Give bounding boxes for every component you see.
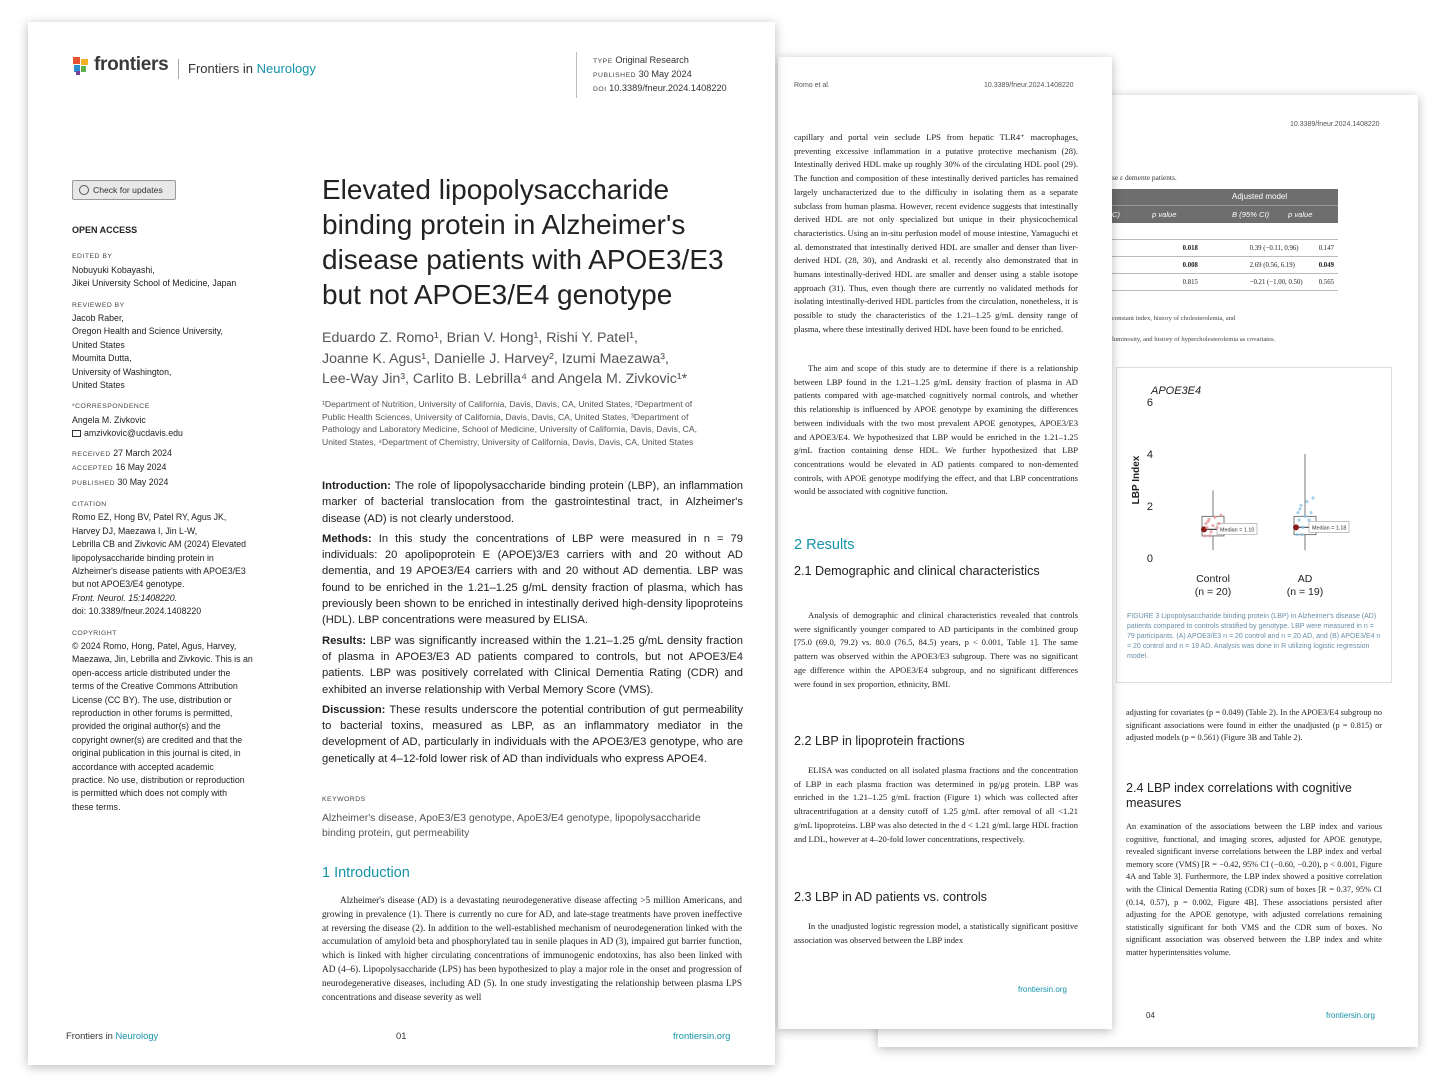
abstract-methods: Methods: In this study the concentrations of LBP were measured in n = 79 individuals: 20 apolipoprotein E (APOE)3/E3 carriers with and 20 without AD dementia, and 19 APOE3/E4 carriers with and 20 without AD dementia. LBP was found to be enriched in the 1.21–1.25 g/mL density fraction of plasma, which has previously been shown to be enriched in intestinally derived high-density lipoproteins (HDL). LBP concentrations were measured by ELISA. xyxy=(322,532,743,627)
author-list xyxy=(322,328,772,390)
article-meta xyxy=(593,54,727,96)
page3-number: 04 xyxy=(1146,1011,1155,1020)
open-access-label: OPEN ACCESS xyxy=(72,225,138,235)
section-2-3-heading: 2.3 LBP in AD patients vs. controls xyxy=(794,890,987,904)
reviewer-line: Jacob Raber, xyxy=(72,313,124,324)
x-category-label: (n = 20) xyxy=(1194,586,1232,598)
refresh-icon xyxy=(79,185,89,195)
table-header-b: B (95% CI) xyxy=(1232,210,1270,219)
page3-para-2-4: An examination of the associations between the LBP index and various cognitive, functional, and imaging scores, adjusted for APOE genotype, revealed significant inverse correlations between the LBP index and verbal memory score (VMS) [R = −0.42, 95% CI (−0.60, −0.20), p < 0.001, Figure 4A and Table 3]. Furthermore, the LBP index showed a positive correlation with the Clinical Dementia Rating (CDR) sum of boxes [R = 0.37, 95% CI (0.14, 0.57), p = 0.002, Figure 4B]. These associations persisted after adjusting for the APOE genotype, with adjusted correlations remaining statistically significant for both VMS and the CDR sum of boxes. No significant association was observed between the LBP index and white matter hyperintensities volume. xyxy=(1126,822,1382,957)
copyright-line: provided the original author(s) and the xyxy=(72,721,221,732)
title-line: binding protein in Alzheimer's xyxy=(322,209,686,240)
reviewer-line: United States xyxy=(72,380,125,391)
abstract-results: Results: LBP was significantly increased within the 1.21–1.25 g/mL density fraction of plasma in APOE3/E3 AD patients compared to controls, but not APOE3/E4 patients. LBP was positively correlated with Clinical Dementia Rating (CDR) and exhibited an inverse relationship with Verbal Memory Score (VMS). xyxy=(322,634,743,696)
table-row: 0.018 0.39 (−0.11, 0.96) 0.147 xyxy=(1112,240,1338,257)
data-point xyxy=(1295,533,1298,536)
check-for-updates-button[interactable] xyxy=(72,180,176,200)
copyright-line: open-access article distributed under the xyxy=(72,667,231,678)
page3-para-1: adjusting for covariates (p = 0.049) (Table 2). In the APOE3/E4 subgroup no significant associations were found in either the unadjusted (p = 0.815) or adjusted models (p = 0.561) (Figure 3B and Table 2). xyxy=(1126,708,1382,743)
section-2-2-heading: 2.2 LBP in lipoprotein fractions xyxy=(794,734,965,748)
sidebar xyxy=(72,224,282,814)
keywords-label: KEYWORDS xyxy=(322,796,366,803)
results-table: Adjusted model C) p value B (95% CI) p value 0.018 0.39 (−0.11, 0.96) 0.147 0.008 2.69 (0.56, 6.19) 0.049 0.815 −0.21 (−1.00, 0.50) 0.565 xyxy=(1112,189,1338,291)
copyright-line: reproduction in other forums is permitted, xyxy=(72,708,233,718)
data-point xyxy=(1219,514,1222,517)
citation-line: doi: 10.3389/fneur.2024.1408220 xyxy=(72,606,202,617)
reviewer-line: University of Washington, xyxy=(72,366,172,377)
logo-divider xyxy=(178,59,179,79)
copyright-line: is permitted which does not comply with xyxy=(72,788,227,799)
page-1 xyxy=(28,22,775,1065)
chart-title: APOE3E4 xyxy=(1151,385,1202,397)
affiliation-line: Pathology and Laboratory Medicine, School of Medicine, University of California, Davis, Davis, CA, xyxy=(322,424,697,435)
data-point xyxy=(1311,496,1314,499)
copyright-line: original publication in this journal is cited, in xyxy=(72,748,241,759)
page2-para-2: The aim and scope of this study are to determine if there is a relationship between LBP found in the 1.21–1.25 g/mL density fraction of plasma in AD patients compared with age-matched cognitively normal controls, and whether this relationship is influenced by APOE genotype by examining the differences between individuals with the two most prevalent APOE genotypes, APOE3/E3 and APOE3/E4. We hypothesized that LBP would be enriched in the 1.21–1.25 g/mL fraction containing dense HDL. We further hypothesized that LBP concentrations would be elevated in AD patients compared to non-demented controls, with APOE genotype modifying the effect, and that LBP concentrations would be associated with cognitive function. xyxy=(794,363,1078,497)
page2-para-2-3: In the unadjusted logistic regression model, a statistically significant positive association was observed between the LBP index xyxy=(794,921,1078,945)
copyright-line: copyright owner(s) are credited and that the xyxy=(72,734,243,745)
date-published: PUBLISHED 30 May 2024 xyxy=(72,476,169,487)
y-tick-label: 6 xyxy=(1146,397,1153,409)
table-row xyxy=(1112,223,1338,240)
table-row: 0.815 −0.21 (−1.00, 0.50) 0.565 xyxy=(1112,274,1338,291)
copyright-line: terms of the Creative Commons Attribution xyxy=(72,681,238,692)
table-group-header: Adjusted model xyxy=(1232,192,1288,201)
data-point xyxy=(1203,534,1206,537)
copyright-line: Maezawa, Jin, Lebrilla and Zivkovic. This is an xyxy=(72,654,253,665)
x-category-label: Control xyxy=(1196,573,1230,585)
edited-by-line: Jikei University School of Medicine, Japan xyxy=(72,278,237,289)
copyright-line: practice. No use, distribution or reproduction xyxy=(72,775,245,786)
frontiers-logo-icon xyxy=(72,56,92,76)
edited-by-label: EDITED BY xyxy=(72,253,113,261)
page-2 xyxy=(778,57,1112,1029)
median-label: Median = 1.10 xyxy=(1220,527,1255,534)
reviewer-line: United States xyxy=(72,339,125,350)
copyright-label: COPYRIGHT xyxy=(72,629,117,637)
y-tick-label: 0 xyxy=(1146,553,1153,565)
page2-footer-link[interactable]: frontiersin.org xyxy=(1018,985,1067,994)
citation-line: Alzheimer's disease patients with APOE3/E3 xyxy=(72,565,246,576)
citation-line: Harvey DJ, Maezawa I, Jin L-W, xyxy=(72,525,198,536)
article-title xyxy=(322,172,762,312)
table-note-1: constant index, history of cholesterolemia, and xyxy=(1112,315,1236,322)
citation-line: Lebrilla CB and Zivkovic AM (2024) Elevated xyxy=(72,539,247,550)
correspondence-label: *CORRESPONDENCE xyxy=(72,403,150,411)
x-category-label: (n = 19) xyxy=(1286,586,1324,598)
data-point xyxy=(1209,530,1212,533)
data-point xyxy=(1213,516,1216,519)
date-accepted: ACCEPTED 16 May 2024 xyxy=(72,462,167,473)
running-head: Romo et al. xyxy=(794,82,830,89)
data-point xyxy=(1206,520,1209,523)
citation-line: but not APOE3/E4 genotype. xyxy=(72,579,185,590)
data-point xyxy=(1303,515,1306,518)
data-point xyxy=(1305,500,1308,503)
data-point xyxy=(1298,507,1301,510)
correspondence-email[interactable]: amzivkovic@ucdavis.edu xyxy=(84,428,183,439)
meta-doi: DOI 10.3389/fneur.2024.1408220 xyxy=(593,83,727,93)
data-point xyxy=(1307,518,1310,521)
results-heading: 2 Results xyxy=(794,537,855,553)
data-point xyxy=(1309,511,1312,514)
data-point xyxy=(1205,526,1208,529)
table-row: 0.008 2.69 (0.56, 6.19) 0.049 xyxy=(1112,257,1338,274)
figure-3-panel xyxy=(1116,367,1392,683)
data-point xyxy=(1300,533,1303,536)
journal-title xyxy=(188,61,316,76)
y-tick-label: 2 xyxy=(1146,501,1153,513)
copyright-line: these terms. xyxy=(72,801,121,812)
copyright-line: accordance with accepted academic xyxy=(72,761,214,772)
table-header-p1: p value xyxy=(1152,210,1177,219)
edited-by-line: Nobuyuki Kobayashi, xyxy=(72,264,155,275)
affiliation-line: Public Health Sciences, University of California, Davis, Davis, CA, United States, ³Department of xyxy=(322,411,689,422)
median-label: Median = 1.18 xyxy=(1312,525,1347,532)
page3-doi: 10.3389/fneur.2024.1408220 xyxy=(1290,121,1380,128)
data-point xyxy=(1299,504,1302,507)
title-line: Elevated lipopolysaccharide xyxy=(322,174,670,205)
citation-line: Romo EZ, Hong BV, Patel RY, Agus JK, xyxy=(72,512,227,523)
author-line: Lee-Way Jin³, Carlito B. Lebrilla⁴ and Angela M. Zivkovic¹* xyxy=(322,371,688,387)
data-point xyxy=(1301,526,1304,529)
title-line: but not APOE3/E4 genotype xyxy=(322,279,673,310)
mail-icon xyxy=(72,430,81,437)
page2-para-1: capillary and portal vein seclude LPS from hepatic TLR4⁺ macrophages, preventing excessive inflammation in a putative protective mechanism (28). Intestinally derived HDL make up roughly 30% of the circulating HDL pool (29). The function and composition of these intestinally derived particles has remained largely uncharacterized due to the difficulty in isolating them as a separate subclass from human plasma. However, recent evidence suggests that intestinally derived HDL are not only specialized but unique in their physicochemical characteristics. Using an in-situ perfusion model of mouse intestine, Yamaguchi et al. demonstrated that intestinally derived HDL are smaller and denser than liver-derived HDL (28, 30), and Andraski et al. recently also demonstrated that in humans intestinally-derived HDL are smaller and denser using a stable isotope approach (31). Thus, even though there are currently no validated methods for isolating intestinally-derived HDL particles from the circulation, nonetheless, it is possible to study the characteristics of the 1.21–1.25 g/mL density range of plasma, where these intestinally derived HDL have been found to be enriched. xyxy=(794,132,1078,334)
data-point xyxy=(1211,524,1214,527)
reviewed-by-label: REVIEWED BY xyxy=(72,301,125,309)
author-line: Joanne K. Agus¹, Danielle J. Harvey², Izumi Maezawa³, xyxy=(322,350,669,367)
frontiers-wordmark: frontiers xyxy=(94,54,169,75)
correspondence-email-row[interactable] xyxy=(72,427,282,440)
y-axis-label: LBP Index xyxy=(1131,455,1142,505)
data-point xyxy=(1297,518,1300,521)
section-2-4-heading: 2.4 LBP index correlations with cognitive measures xyxy=(1126,781,1352,810)
page2-para-2-2: ELISA was conducted on all isolated plasma fractions and the concentration of LBP in each plasma fraction was determined in pg/μg protein. LBP was enriched in the 1.21–1.25 g/mL fraction (Figure 1) which was collected after ultracentrifugation at a density cutoff of 1.25 g/mL after removal of all <1.21 g/mL lipoproteins. LBP was also detected in the d < 1.21 g/mL large HDL fraction and LDL, however at 4–20-fold lower concentrations, respectively. xyxy=(794,765,1078,844)
data-point xyxy=(1215,526,1218,529)
author-line: Eduardo Z. Romo¹, Brian V. Hong¹, Rishi Y. Patel¹, xyxy=(322,330,638,346)
introduction-heading: 1 Introduction xyxy=(322,865,410,881)
table-header-p2: p value xyxy=(1288,210,1313,219)
page1-footer-journal: Frontiers in Neurology xyxy=(66,1030,159,1041)
table-caption: se ε demente patients. xyxy=(1112,173,1177,182)
page2-para-2-1: Analysis of demographic and clinical characteristics revealed that controls were significantly younger compared to AD participants in the combined group [75.0 (69.0, 79.2) vs. 80.0 (76.5, 84.5) years, p < 0.001, Table 1]. The same pattern was observed within the APOE3/E3 subgroup. There was no significant age difference within the APOE3/E4 subgroup, and no significant differences were found in sex proportion, ethnicity, BMI. xyxy=(794,610,1078,689)
meta-published: PUBLISHED 30 May 2024 xyxy=(593,69,692,79)
citation-label: CITATION xyxy=(72,500,107,508)
keywords-line: Alzheimer's disease, ApoE3/E3 genotype, ApoE3/E4 genotype, lipopolysaccharide xyxy=(322,813,701,824)
affiliation-line: ¹Department of Nutrition, University of California, Davis, Davis, CA, United States, ²Department of xyxy=(322,399,693,409)
lbp-boxplot xyxy=(1117,368,1391,608)
reviewer-line: Moumita Dutta, xyxy=(72,353,132,364)
copyright-line: License (CC BY). The use, distribution or xyxy=(72,694,232,705)
median-marker xyxy=(1293,524,1299,530)
citation-line: Front. Neurol. 15:1408220. xyxy=(72,592,178,603)
figure-caption: FIGURE 3 Lipopolysaccharide binding protein (LBP) in Alzheimer's disease (AD) patients compared to controls stratified by genotype. LBP were measured in n = 79 participants. (A) APOE3/E3 n = 20 control and n = 20 AD, and (B) APOE3/E4 n = 20 control and n = 19 AD. Analysis was done in R utilizing logistic regression model. xyxy=(1127,613,1381,660)
page3-footer-link[interactable]: frontiersin.org xyxy=(1326,1011,1375,1020)
frontiers-logo xyxy=(72,56,92,81)
page1-number: 01 xyxy=(396,1030,407,1041)
data-point xyxy=(1208,534,1211,537)
abstract-discussion: Discussion: These results underscore the potential contribution of gut permeability to bacterial toxins, measured as LBP, as an inflammatory mediator in the development of AD, particularly in individuals with the APOE3/E3 genotype, who are genetically at 4–12-fold lower risk of AD than individuals who express APOE4. xyxy=(322,703,744,765)
abstract-introduction: Introduction: The role of lipopolysaccharide binding protein (LBP), an inflammation marker of bacterial translocation from the gastrointestinal tract, in Alzheimer's disease (AD) is not clearly understood. xyxy=(322,480,744,525)
reviewer-line: Oregon Health and Science University, xyxy=(72,326,223,337)
check-updates-label: Check for updates xyxy=(93,185,163,195)
introduction-text: Alzheimer's disease (AD) is a devastating neurodegenerative disease affecting >5 million Americans, and growing in prevalence (1). There is currently no cure for AD, and late-stage treatments have proven ineffective at reversing the disease (2). In addition to the well-established mechanism of neurodegeneration linked with the accumulation of amyloid beta and phosphorylated tau in senile plaques in AD (3), impaired gut barrier function, which is linked with higher circulating concentrations of immunogenic endotoxins, has also been linked with AD (4–6). Lipopolysaccharide (LPS) has been hypothesized to play a major role in the onset and progression of neurodegenerative diseases, including AD (5). In one study investigating the relationship between plasma LPS concentrations and disease severity as well xyxy=(322,896,742,1003)
date-received: RECEIVED 27 March 2024 xyxy=(72,447,172,458)
correspondence-name: Angela M. Zivkovic xyxy=(72,414,146,425)
data-point xyxy=(1296,511,1299,514)
keywords xyxy=(322,811,762,841)
keywords-line: binding protein, gut permeability xyxy=(322,828,470,839)
data-point xyxy=(1217,522,1220,525)
affiliations xyxy=(322,398,772,448)
abstract xyxy=(322,478,743,767)
title-line: disease patients with APOE3/E3 xyxy=(322,244,724,275)
affiliation-line: United States, ⁴Department of Chemistry, University of California, Davis, Davis, CA, United States xyxy=(322,436,694,447)
section-2-1-heading: 2.1 Demographic and clinical characteristics xyxy=(794,564,1040,578)
journal-name: Neurology xyxy=(256,61,316,76)
journal-prefix: Frontiers in xyxy=(188,61,254,76)
page2-doi: 10.3389/fneur.2024.1408220 xyxy=(984,82,1074,89)
meta-divider xyxy=(576,52,577,98)
citation-line: lipopolysaccharide binding protein in xyxy=(72,552,214,563)
x-category-label: AD xyxy=(1297,573,1313,585)
page1-footer-link[interactable]: frontiersin.org xyxy=(673,1030,731,1041)
meta-type: TYPE Original Research xyxy=(593,55,689,65)
copyright-line: © 2024 Romo, Hong, Patel, Agus, Harvey, xyxy=(72,640,237,651)
table-note-2: luminosity, and history of hypercholesterolemia as covariates. xyxy=(1112,336,1276,343)
y-tick-label: 4 xyxy=(1146,449,1153,461)
